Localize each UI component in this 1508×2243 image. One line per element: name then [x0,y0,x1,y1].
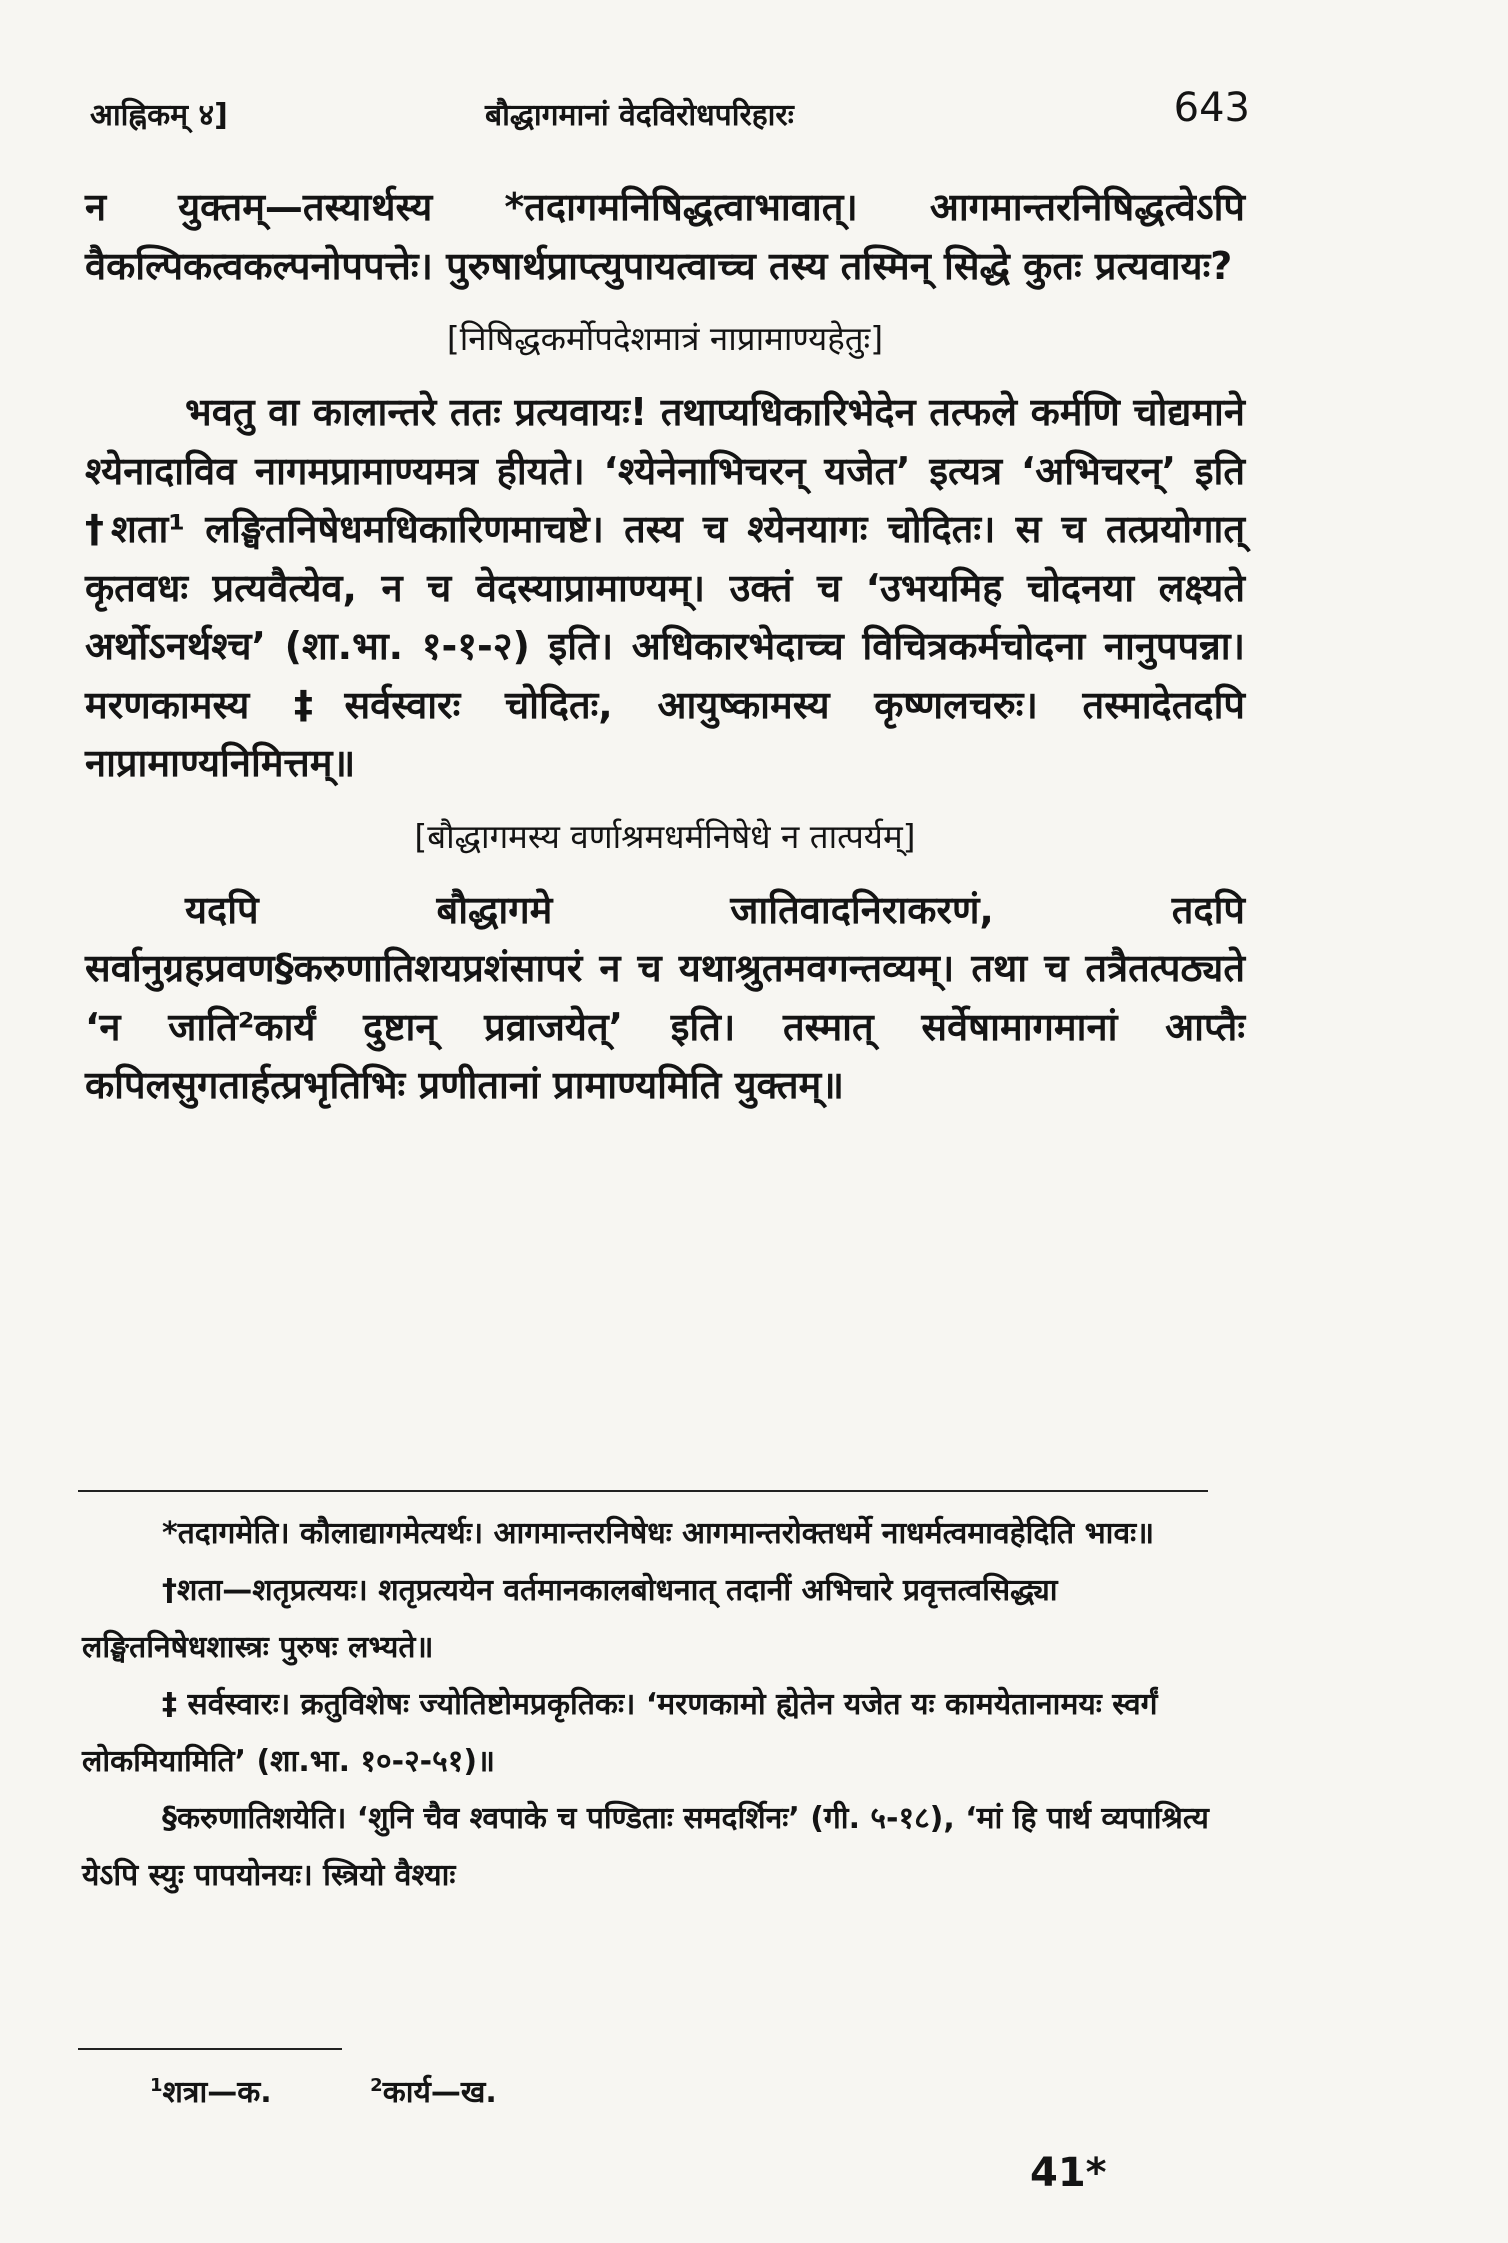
footnote-4: §करुणातिशयेति। ‘शुनि चैव श्वपाके च पण्डिताः समदर्शिनः’ (गी. ५-१८), ‘मां हि पार्थ व्यपाश्रित्य येऽपि स्युः पापयोनयः। स्त्रियो वैश्याः [82,1801,1209,1893]
footnotes [82,1505,1222,1904]
variant-note-1: $^1$शत्रा—क. [150,2075,272,2110]
page-number: 643 [1173,85,1250,131]
variant-divider [78,2048,342,2050]
variant-readings [150,2070,850,2111]
chapter-label: आह्निकम् ४] [90,98,228,133]
opening-paragraph: न युक्तम्—तस्यार्थस्य *तदागमनिषिद्धत्वाभावात्। आगमान्तरनिषिद्धत्वेऽपि वैकल्पिकत्वकल्पनोपपत्तेः। पुरुषार्थप्राप्त्युपायत्वाच्च तस्य तस्मिन् सिद्धे कुतः प्रत्यवायः? [85,185,1245,288]
header-title: बौद्धागमानां वेदविरोधपरिहारः [485,98,794,133]
section-paragraph-1: भवतु वा कालान्तरे ततः प्रत्यवायः! तथाप्यधिकारिभेदेन तत्फले कर्मणि चोद्यमाने श्येनादाविव नागमप्रामाण्यमत्र हीयते। ‘श्येनेनाभिचरन् यजेत’ इत्यत्र ‘अभिचरन्’ इति †शता¹ लङ्घितनिषेधमधिकारिणमाचष्टे। तस्य च श्येनयागः चोदितः। स च तत्प्रयोगात् कृतवधः प्रत्यवैत्येव, न च वेदस्याप्रामाण्यम्। उक्तं च ‘उभयमिह चोदनया लक्ष्यते अर्थोऽनर्थश्च’ (शा.भा. १-१-२) इति। अधिकारभेदाच्च विचित्रकर्मचोदना नानुपपन्ना। मरणकामस्य ‡सर्वस्वारः चोदितः, आयुष्कामस्य कृष्णलचरुः। तस्मादेतदपि नाप्रामाण्यनिमित्तम्॥ [85,390,1245,785]
footnote-divider [78,1490,1208,1492]
running-header [90,85,1250,145]
signature-mark: 41* [1030,2150,1107,2196]
section-heading-1: [निषिद्धकर्मोपदेशमात्रं नाप्रामाण्यहेतुः] [446,319,884,358]
footnote-3: ‡ सर्वस्वारः। क्रतुविशेषः ज्योतिष्टोमप्रकृतिकः। ‘मरणकामो ह्येतेन यजेत यः कामयेतानामयः स्वर्गं लोकमियामिति’ (शा.भा. १०-२-५१)॥ [82,1687,1158,1779]
main-text [85,178,1245,1115]
section-heading-2: [बौद्धागमस्य वर्णाश्रमधर्मनिषेधे न तात्पर्यम्] [414,816,916,856]
section-paragraph-2: यदपि बौद्धागमे जातिवादनिराकरणं, तदपि सर्वानुग्रहप्रवण§करुणातिशयप्रशंसापरं न च यथाश्रुतमवगन्तव्यम्। तथा च तत्रैतत्पठ्यते ‘न जाति²कार्यं दुष्टान् प्रव्राजयेत्’ इति। तस्मात् सर्वेषामागमानां आप्तैः कपिलसुगतार्हत्प्रभृतिभिः प्रणीतानां प्रामाण्यमिति युक्तम्॥ [85,887,1245,1107]
footnote-2: †शता—शतृप्रत्ययः। शतृप्रत्ययेन वर्तमानकालबोधनात् तदानीं अभिचारे प्रवृत्तत्वसिद्ध्या लङ्घितनिषेधशास्त्रः पुरुषः लभ्यते॥ [82,1573,1058,1665]
variant-note-2: $^2$कार्य—ख. [370,2075,497,2110]
footnote-1: *तदागमेति। कौलाद्यागमेत्यर्थः। आगमान्तरनिषेधः आगमान्तरोक्तधर्मे नाधर्मत्वमावहेदिति भावः॥ [162,1516,1155,1551]
